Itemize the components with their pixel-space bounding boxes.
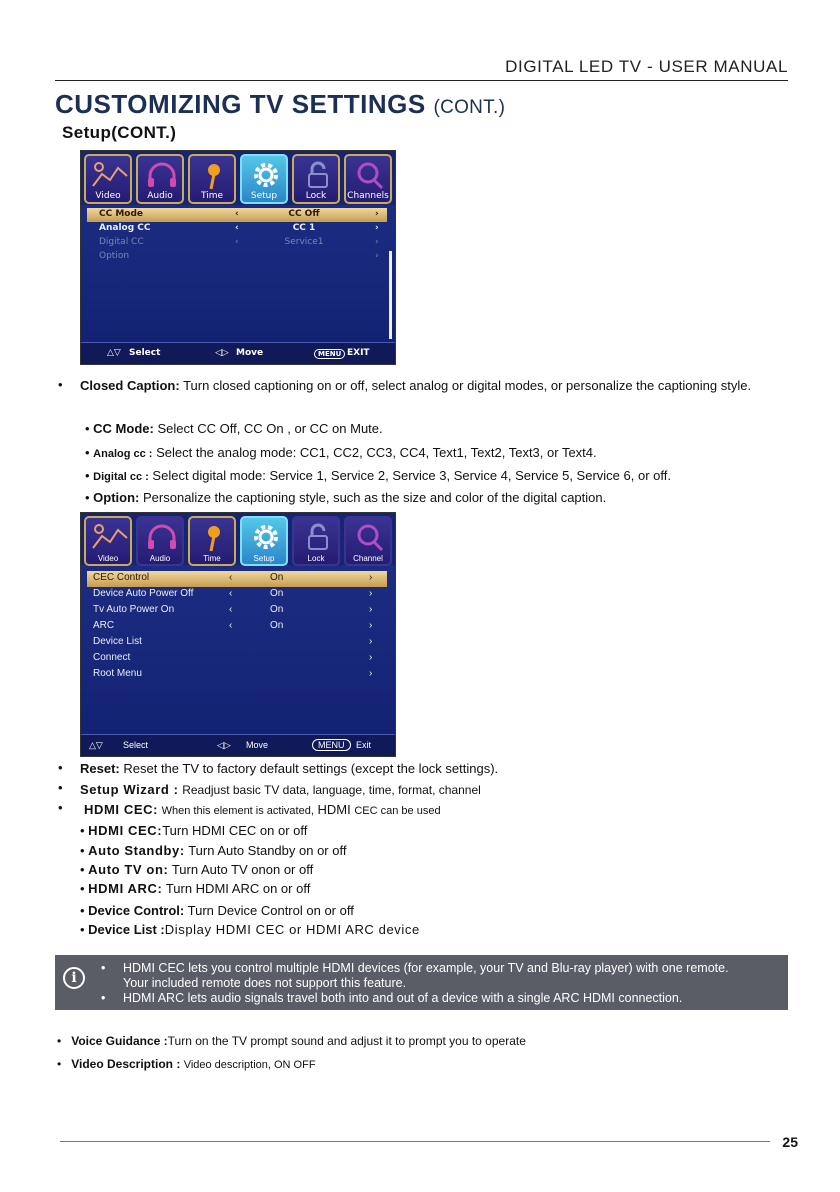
reset-item: [80, 760, 780, 777]
row-label: CEC Control: [93, 572, 150, 583]
tab-lock: [292, 516, 340, 566]
row-value: Service1: [284, 237, 324, 247]
menu-row-device-auto-power-off: [87, 587, 387, 603]
tab-label: Time: [203, 554, 221, 563]
page-title-cont: (CONT.): [433, 97, 506, 118]
tab-label: Setup: [253, 554, 275, 563]
row-label: Digital CC: [99, 237, 144, 247]
desc-c: CEC can be used: [354, 805, 441, 817]
page-number: 25: [782, 1134, 798, 1150]
left-right-keys-icon: ◁▷: [217, 740, 231, 750]
cc-menu-screenshot: [80, 150, 396, 365]
right-arrow-icon: ›: [369, 572, 373, 583]
tab-label: Time: [200, 191, 224, 201]
note-line-2: HDMI ARC lets audio signals travel both into and out of a device with a single ARC HDMI connection.: [123, 991, 683, 1005]
auto-tv-on-item: • Auto TV on: Turn Auto TV onon or off: [80, 862, 314, 877]
menu-row-root-menu: [87, 667, 387, 683]
row-label: Option: [99, 251, 130, 261]
desc: Select digital mode: Service 1, Service 2, Service 3, Service 4, Service 5, Service 6, or off.: [152, 468, 671, 483]
footer-exit: Exit: [356, 740, 372, 750]
desc: Turn Device Control on or off: [187, 903, 354, 918]
page-title: [55, 89, 505, 120]
tab-lock: [292, 154, 340, 204]
closed-caption-item: [80, 377, 780, 394]
row-label: Device Auto Power Off: [93, 588, 194, 599]
right-arrow-icon: ›: [369, 604, 373, 615]
video-icon: [92, 160, 128, 190]
right-arrow-icon: ›: [369, 668, 373, 679]
term: Closed Caption:: [80, 378, 180, 393]
term: Analog cc :: [93, 448, 153, 460]
left-arrow-icon: ‹: [229, 572, 233, 583]
note-line-1: HDMI CEC lets you control multiple HDMI devices (for example, your TV and Blu-ray player) with one remote.: [123, 961, 729, 975]
menu-rows: [87, 571, 387, 683]
right-arrow-icon: ›: [369, 652, 373, 663]
menu-footer: [81, 342, 395, 364]
right-arrow-icon: ›: [369, 620, 373, 631]
option-item: • Option: Personalize the captioning style, such as the size and color of the digital caption.: [85, 490, 607, 505]
pin-icon: [196, 160, 232, 190]
footer-move: Move: [236, 348, 264, 358]
menu-key-icon: MENU: [314, 349, 345, 359]
hdmi-cec-item: [84, 801, 784, 820]
info-icon: i: [63, 967, 85, 989]
menu-row-option: [87, 250, 387, 264]
headphones-icon: [144, 160, 180, 190]
row-value: On: [270, 604, 284, 615]
left-arrow-icon: ‹: [235, 223, 239, 233]
analog-cc-item: • Analog cc : Select the analog mode: CC1, CC2, CC3, CC4, Text1, Text2, Text3, or Text4.: [85, 445, 597, 460]
right-arrow-icon: ›: [375, 223, 379, 233]
tab-label: Lock: [307, 554, 325, 563]
footer-move: Move: [246, 740, 269, 750]
bullet: •: [101, 991, 106, 1005]
left-right-keys-icon: ◁▷: [215, 348, 229, 358]
desc: Turn closed captioning on or off, select analog or digital modes, or personalize the captioning style.: [183, 378, 752, 393]
tab-label: Audio: [149, 554, 171, 563]
right-arrow-icon: ›: [375, 237, 379, 247]
menu-row-cc-mode: [87, 208, 387, 222]
row-label: Device List: [93, 636, 142, 647]
tab-label: Channels: [347, 191, 389, 201]
hdmi-cec-sub-item: • HDMI CEC:Turn HDMI CEC on or off: [80, 823, 308, 838]
menu-row-device-list: [87, 635, 387, 651]
right-arrow-icon: ›: [375, 251, 379, 261]
desc: Video description, ON OFF: [183, 1059, 316, 1071]
manual-header-title: DIGITAL LED TV - USER MANUAL: [505, 57, 788, 76]
gear-icon: [248, 160, 284, 190]
term: Device Control:: [88, 903, 185, 918]
term: Auto TV on:: [88, 862, 169, 877]
right-arrow-icon: ›: [369, 636, 373, 647]
page-title-main: CUSTOMIZING TV SETTINGS: [55, 89, 426, 119]
header-divider: [55, 80, 788, 81]
tab-video: [84, 516, 132, 566]
menu-row-arc: [87, 619, 387, 635]
gear-icon: [248, 522, 284, 552]
menu-row-connect: [87, 651, 387, 667]
term: HDMI CEC:: [88, 823, 163, 838]
row-label: CC Mode: [99, 209, 144, 219]
tab-channels: [344, 154, 392, 204]
term: Setup Wizard :: [80, 782, 179, 797]
tab-time: [188, 154, 236, 204]
magnifier-icon: [352, 160, 388, 190]
desc: Select CC Off, CC On , or CC on Mute.: [157, 421, 383, 436]
right-arrow-icon: ›: [375, 209, 379, 219]
left-arrow-icon: ‹: [229, 620, 233, 631]
tab-label: Lock: [305, 191, 327, 201]
hdmi-arc-item: • HDMI ARC: Turn HDMI ARC on or off: [80, 881, 311, 896]
row-label: Tv Auto Power On: [93, 604, 175, 615]
term: Voice Guidance :: [71, 1034, 168, 1048]
tab-audio: [136, 516, 184, 566]
desc: Turn Auto Standby on or off: [188, 843, 347, 858]
footer-select: Select: [123, 740, 149, 750]
video-description-item: • Video Description : Video description, ON OFF: [57, 1057, 316, 1071]
info-note: [55, 955, 788, 1010]
left-arrow-icon: ‹: [235, 209, 239, 219]
desc: Turn Auto TV onon or off: [171, 862, 314, 877]
tab-audio: [136, 154, 184, 204]
desc: Readjust basic TV data, language, time, format, channel: [182, 783, 481, 797]
term: HDMI ARC:: [88, 881, 163, 896]
left-arrow-icon: ‹: [235, 237, 239, 247]
term: Reset:: [80, 761, 120, 776]
voice-guidance-item: • Voice Guidance :Turn on the TV prompt sound and adjust it to prompt you to operate: [57, 1034, 526, 1048]
up-down-keys-icon: △▽: [107, 348, 121, 358]
headphones-icon: [144, 522, 180, 552]
term: HDMI CEC:: [84, 802, 159, 817]
lock-icon: [300, 522, 336, 552]
row-label: ARC: [93, 620, 115, 631]
bullet: •: [58, 780, 63, 795]
menu-scrollbar: [389, 251, 392, 339]
footer-select: Select: [129, 348, 161, 358]
menu-row-digital-cc: [87, 236, 387, 250]
tab-label: Video: [97, 554, 119, 563]
cc-mode-item: • CC Mode: Select CC Off, CC On , or CC on Mute.: [85, 421, 383, 436]
device-list-item: • Device List :Display HDMI CEC or HDMI ARC device: [80, 922, 420, 937]
desc: Reset the TV to factory default settings (except the lock settings).: [123, 761, 499, 776]
row-label: Connect: [93, 652, 131, 663]
term: Auto Standby:: [88, 843, 185, 858]
footer-divider: [60, 1141, 770, 1142]
video-icon: [92, 522, 128, 552]
tab-label: Video: [95, 191, 121, 201]
bullet: •: [58, 760, 63, 775]
tab-video: [84, 154, 132, 204]
desc: Turn on the TV prompt sound and adjust it to prompt you to operate: [167, 1034, 526, 1048]
tab-label: Audio: [147, 191, 173, 201]
row-value: On: [270, 572, 284, 583]
setup-wizard-item: [80, 781, 780, 799]
row-label: Root Menu: [93, 668, 142, 679]
menu-key-icon: MENU: [312, 739, 351, 751]
term: Device List :: [88, 922, 165, 937]
desc: Display HDMI CEC or HDMI ARC device: [164, 922, 420, 937]
row-value: On: [270, 620, 284, 631]
desc-a: When this element is activated,: [161, 805, 314, 817]
row-value: On: [270, 588, 284, 599]
magnifier-icon: [352, 522, 388, 552]
menu-footer: [81, 734, 395, 756]
note-line-1b: Your included remote does not support this feature.: [123, 976, 407, 990]
menu-row-cec-control: [87, 571, 387, 587]
device-control-item: • Device Control: Turn Device Control on or off: [80, 903, 354, 918]
pin-icon: [196, 522, 232, 552]
row-value: CC Off: [288, 209, 320, 219]
term: Video Description :: [71, 1057, 181, 1071]
desc: Select the analog mode: CC1, CC2, CC3, CC4, Text1, Text2, Text3, or Text4.: [156, 445, 597, 460]
cec-menu-screenshot: [80, 512, 396, 757]
lock-icon: [300, 160, 336, 190]
row-value: CC 1: [292, 223, 316, 233]
footer-exit: EXIT: [347, 348, 370, 358]
left-arrow-icon: ‹: [229, 604, 233, 615]
tab-setup: [240, 154, 288, 204]
tab-label: Channel: [353, 554, 383, 563]
term: CC Mode:: [93, 421, 154, 436]
digital-cc-item: • Digital cc : Select digital mode: Service 1, Service 2, Service 3, Service 4, Service 5, Service 6, or off.: [85, 468, 671, 483]
desc: Turn HDMI ARC on or off: [165, 881, 311, 896]
menu-rows: [87, 208, 387, 264]
tab-setup: [240, 516, 288, 566]
bullet: •: [58, 377, 63, 392]
bullet: •: [101, 961, 106, 975]
menu-row-analog-cc: [87, 222, 387, 236]
row-label: Analog CC: [99, 223, 151, 233]
desc: Turn HDMI CEC on or off: [162, 823, 308, 838]
tab-label: Setup: [250, 191, 278, 201]
tab-time: [188, 516, 236, 566]
menu-row-tv-auto-power-on: [87, 603, 387, 619]
tab-channel: [344, 516, 392, 566]
up-down-keys-icon: △▽: [89, 740, 103, 750]
auto-standby-item: • Auto Standby: Turn Auto Standby on or off: [80, 843, 347, 858]
desc: Personalize the captioning style, such as the size and color of the digital caption.: [143, 490, 607, 505]
bullet: •: [58, 800, 63, 815]
section-subtitle: Setup(CONT.): [62, 123, 177, 142]
term: Digital cc :: [93, 471, 149, 483]
left-arrow-icon: ‹: [229, 588, 233, 599]
desc-b: HDMI: [317, 802, 351, 817]
right-arrow-icon: ›: [369, 588, 373, 599]
term: Option:: [93, 490, 140, 505]
